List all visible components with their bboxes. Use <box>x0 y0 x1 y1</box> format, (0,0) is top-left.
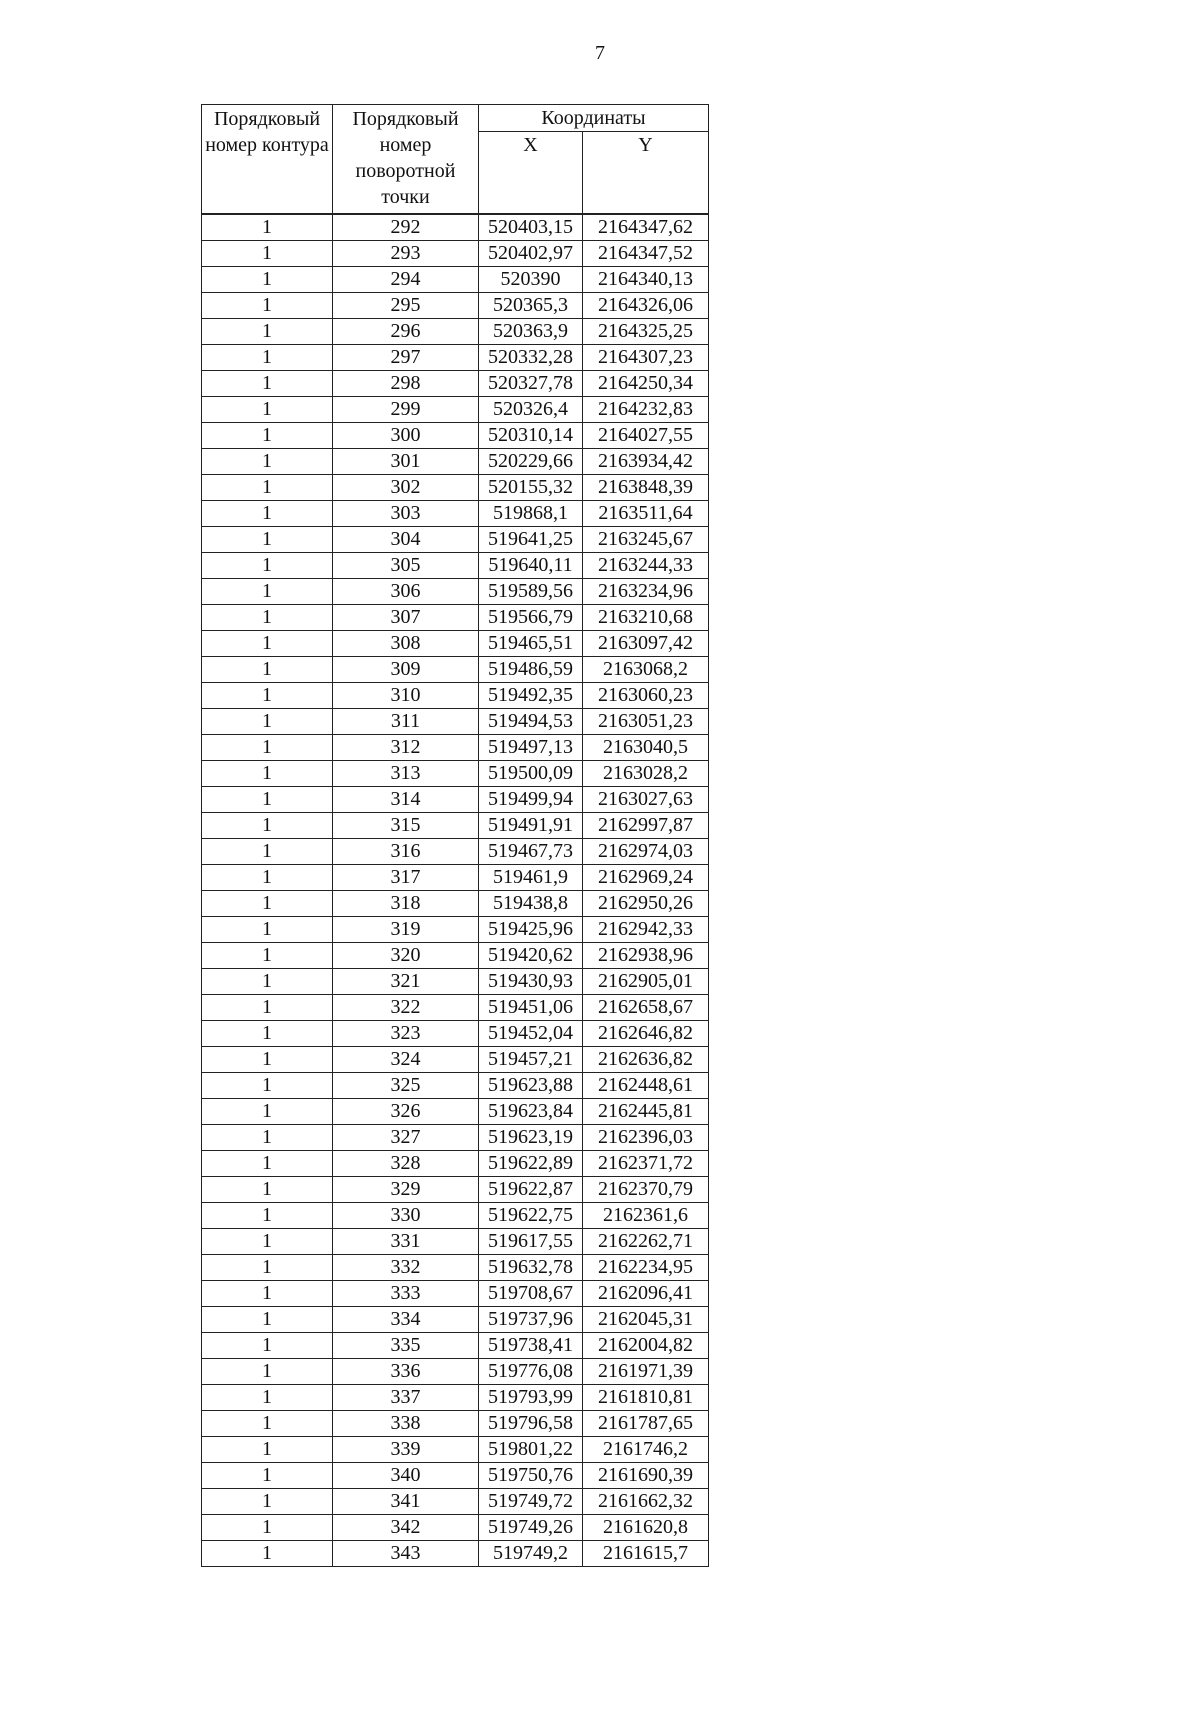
cell-y: 2164325,25 <box>583 319 709 345</box>
cell-point: 316 <box>333 839 479 865</box>
cell-contour: 1 <box>202 605 333 631</box>
table-body <box>202 214 709 1567</box>
cell-x: 520390 <box>479 267 583 293</box>
cell-contour: 1 <box>202 371 333 397</box>
cell-x: 519796,58 <box>479 1411 583 1437</box>
cell-x: 519430,93 <box>479 969 583 995</box>
cell-y: 2163040,5 <box>583 735 709 761</box>
table-row <box>202 1151 709 1177</box>
cell-x: 520310,14 <box>479 423 583 449</box>
cell-y: 2163060,23 <box>583 683 709 709</box>
cell-y: 2163934,42 <box>583 449 709 475</box>
table-row <box>202 839 709 865</box>
cell-y: 2161620,8 <box>583 1515 709 1541</box>
cell-point: 313 <box>333 761 479 787</box>
table-row <box>202 1073 709 1099</box>
table-row <box>202 995 709 1021</box>
cell-point: 300 <box>333 423 479 449</box>
cell-contour: 1 <box>202 1281 333 1307</box>
cell-y: 2164340,13 <box>583 267 709 293</box>
cell-x: 519589,56 <box>479 579 583 605</box>
table-header <box>202 105 709 215</box>
table-row <box>202 1463 709 1489</box>
cell-x: 519793,99 <box>479 1385 583 1411</box>
cell-x: 519566,79 <box>479 605 583 631</box>
cell-x: 519749,72 <box>479 1489 583 1515</box>
cell-contour: 1 <box>202 1385 333 1411</box>
cell-contour: 1 <box>202 787 333 813</box>
table-row <box>202 1021 709 1047</box>
cell-x: 520365,3 <box>479 293 583 319</box>
table-row <box>202 1333 709 1359</box>
cell-x: 519749,26 <box>479 1515 583 1541</box>
cell-contour: 1 <box>202 214 333 241</box>
table-row <box>202 813 709 839</box>
cell-x: 519622,89 <box>479 1151 583 1177</box>
table-row <box>202 1489 709 1515</box>
cell-y: 2161746,2 <box>583 1437 709 1463</box>
table-row <box>202 1541 709 1567</box>
cell-y: 2162969,24 <box>583 865 709 891</box>
cell-contour: 1 <box>202 631 333 657</box>
cell-x: 519467,73 <box>479 839 583 865</box>
header-y: Y <box>583 132 709 215</box>
cell-x: 519461,9 <box>479 865 583 891</box>
table-row <box>202 241 709 267</box>
cell-contour: 1 <box>202 397 333 423</box>
cell-y: 2162396,03 <box>583 1125 709 1151</box>
cell-y: 2163097,42 <box>583 631 709 657</box>
cell-y: 2162234,95 <box>583 1255 709 1281</box>
cell-x: 519801,22 <box>479 1437 583 1463</box>
table-row <box>202 1385 709 1411</box>
table-row <box>202 293 709 319</box>
cell-point: 304 <box>333 527 479 553</box>
cell-point: 299 <box>333 397 479 423</box>
cell-contour: 1 <box>202 1411 333 1437</box>
cell-x: 519623,84 <box>479 1099 583 1125</box>
table-row <box>202 1411 709 1437</box>
cell-contour: 1 <box>202 995 333 1021</box>
cell-point: 307 <box>333 605 479 631</box>
cell-point: 308 <box>333 631 479 657</box>
cell-point: 327 <box>333 1125 479 1151</box>
cell-contour: 1 <box>202 345 333 371</box>
cell-x: 520403,15 <box>479 214 583 241</box>
cell-y: 2163244,33 <box>583 553 709 579</box>
cell-point: 324 <box>333 1047 479 1073</box>
cell-x: 519420,62 <box>479 943 583 969</box>
header-point-number: Порядковый номер поворотной точки <box>333 105 479 215</box>
cell-point: 328 <box>333 1151 479 1177</box>
cell-point: 335 <box>333 1333 479 1359</box>
cell-contour: 1 <box>202 1125 333 1151</box>
cell-contour: 1 <box>202 683 333 709</box>
cell-y: 2162646,82 <box>583 1021 709 1047</box>
cell-y: 2161810,81 <box>583 1385 709 1411</box>
cell-x: 519497,13 <box>479 735 583 761</box>
cell-contour: 1 <box>202 917 333 943</box>
table-row <box>202 943 709 969</box>
table-row <box>202 1203 709 1229</box>
cell-y: 2164326,06 <box>583 293 709 319</box>
table-row <box>202 631 709 657</box>
cell-x: 519738,41 <box>479 1333 583 1359</box>
cell-point: 309 <box>333 657 479 683</box>
table-row <box>202 527 709 553</box>
cell-point: 318 <box>333 891 479 917</box>
cell-point: 315 <box>333 813 479 839</box>
cell-y: 2161615,7 <box>583 1541 709 1567</box>
table-row <box>202 761 709 787</box>
cell-contour: 1 <box>202 735 333 761</box>
cell-contour: 1 <box>202 1203 333 1229</box>
cell-point: 336 <box>333 1359 479 1385</box>
cell-x: 519617,55 <box>479 1229 583 1255</box>
cell-contour: 1 <box>202 1073 333 1099</box>
header-contour-number: Порядковый номер контура <box>202 105 333 215</box>
table-row <box>202 1177 709 1203</box>
cell-x: 519425,96 <box>479 917 583 943</box>
cell-contour: 1 <box>202 1151 333 1177</box>
cell-y: 2162445,81 <box>583 1099 709 1125</box>
cell-y: 2162942,33 <box>583 917 709 943</box>
cell-y: 2164027,55 <box>583 423 709 449</box>
cell-contour: 1 <box>202 1541 333 1567</box>
cell-x: 519749,2 <box>479 1541 583 1567</box>
cell-x: 519776,08 <box>479 1359 583 1385</box>
cell-y: 2162262,71 <box>583 1229 709 1255</box>
cell-x: 519708,67 <box>479 1281 583 1307</box>
cell-y: 2161662,32 <box>583 1489 709 1515</box>
cell-y: 2163245,67 <box>583 527 709 553</box>
cell-y: 2164347,62 <box>583 214 709 241</box>
table-row <box>202 449 709 475</box>
cell-x: 520327,78 <box>479 371 583 397</box>
cell-contour: 1 <box>202 1099 333 1125</box>
table-row <box>202 1255 709 1281</box>
cell-point: 334 <box>333 1307 479 1333</box>
cell-point: 297 <box>333 345 479 371</box>
cell-point: 337 <box>333 1385 479 1411</box>
cell-y: 2164250,34 <box>583 371 709 397</box>
cell-contour: 1 <box>202 969 333 995</box>
cell-x: 519623,88 <box>479 1073 583 1099</box>
table-row <box>202 1229 709 1255</box>
cell-y: 2162045,31 <box>583 1307 709 1333</box>
cell-x: 519499,94 <box>479 787 583 813</box>
cell-x: 520363,9 <box>479 319 583 345</box>
cell-contour: 1 <box>202 1047 333 1073</box>
cell-contour: 1 <box>202 1489 333 1515</box>
cell-contour: 1 <box>202 1333 333 1359</box>
cell-contour: 1 <box>202 423 333 449</box>
cell-point: 343 <box>333 1541 479 1567</box>
cell-contour: 1 <box>202 267 333 293</box>
cell-contour: 1 <box>202 657 333 683</box>
cell-y: 2163051,23 <box>583 709 709 735</box>
cell-y: 2161787,65 <box>583 1411 709 1437</box>
cell-contour: 1 <box>202 709 333 735</box>
cell-x: 519750,76 <box>479 1463 583 1489</box>
cell-point: 319 <box>333 917 479 943</box>
cell-contour: 1 <box>202 1255 333 1281</box>
table-row <box>202 475 709 501</box>
cell-point: 296 <box>333 319 479 345</box>
cell-contour: 1 <box>202 1307 333 1333</box>
cell-y: 2162950,26 <box>583 891 709 917</box>
cell-y: 2162938,96 <box>583 943 709 969</box>
cell-contour: 1 <box>202 839 333 865</box>
cell-contour: 1 <box>202 293 333 319</box>
cell-contour: 1 <box>202 319 333 345</box>
cell-point: 312 <box>333 735 479 761</box>
cell-contour: 1 <box>202 449 333 475</box>
table-row <box>202 1437 709 1463</box>
cell-contour: 1 <box>202 865 333 891</box>
cell-point: 302 <box>333 475 479 501</box>
cell-y: 2163028,2 <box>583 761 709 787</box>
table-row <box>202 709 709 735</box>
cell-y: 2162636,82 <box>583 1047 709 1073</box>
cell-contour: 1 <box>202 891 333 917</box>
header-x: X <box>479 132 583 215</box>
cell-y: 2163068,2 <box>583 657 709 683</box>
table-row <box>202 735 709 761</box>
cell-x: 519641,25 <box>479 527 583 553</box>
cell-contour: 1 <box>202 527 333 553</box>
cell-point: 340 <box>333 1463 479 1489</box>
cell-x: 519492,35 <box>479 683 583 709</box>
cell-contour: 1 <box>202 1359 333 1385</box>
cell-y: 2162004,82 <box>583 1333 709 1359</box>
cell-y: 2163027,63 <box>583 787 709 813</box>
table-row <box>202 1359 709 1385</box>
cell-contour: 1 <box>202 1177 333 1203</box>
table-row <box>202 267 709 293</box>
cell-point: 342 <box>333 1515 479 1541</box>
cell-contour: 1 <box>202 1463 333 1489</box>
header-coordinates: Координаты <box>479 105 709 132</box>
cell-point: 329 <box>333 1177 479 1203</box>
cell-point: 333 <box>333 1281 479 1307</box>
cell-contour: 1 <box>202 1229 333 1255</box>
table-row <box>202 1281 709 1307</box>
cell-x: 519451,06 <box>479 995 583 1021</box>
cell-y: 2162371,72 <box>583 1151 709 1177</box>
cell-point: 305 <box>333 553 479 579</box>
cell-x: 519438,8 <box>479 891 583 917</box>
table-row <box>202 787 709 813</box>
table-row <box>202 579 709 605</box>
table-row <box>202 1047 709 1073</box>
cell-point: 323 <box>333 1021 479 1047</box>
table-row <box>202 501 709 527</box>
table-row <box>202 917 709 943</box>
cell-y: 2162658,67 <box>583 995 709 1021</box>
page-number: 7 <box>595 42 605 64</box>
cell-y: 2163234,96 <box>583 579 709 605</box>
cell-point: 317 <box>333 865 479 891</box>
table-row <box>202 969 709 995</box>
cell-x: 519491,91 <box>479 813 583 839</box>
cell-y: 2163511,64 <box>583 501 709 527</box>
cell-point: 311 <box>333 709 479 735</box>
table-row <box>202 605 709 631</box>
cell-contour: 1 <box>202 761 333 787</box>
cell-x: 519500,09 <box>479 761 583 787</box>
cell-y: 2162974,03 <box>583 839 709 865</box>
cell-x: 519622,87 <box>479 1177 583 1203</box>
cell-point: 294 <box>333 267 479 293</box>
coordinates-table <box>201 104 709 1567</box>
cell-point: 292 <box>333 214 479 241</box>
table-row <box>202 891 709 917</box>
cell-contour: 1 <box>202 475 333 501</box>
table-row <box>202 1307 709 1333</box>
cell-y: 2162448,61 <box>583 1073 709 1099</box>
cell-y: 2163848,39 <box>583 475 709 501</box>
cell-x: 519868,1 <box>479 501 583 527</box>
cell-x: 519465,51 <box>479 631 583 657</box>
cell-y: 2162370,79 <box>583 1177 709 1203</box>
table-row <box>202 423 709 449</box>
cell-y: 2161971,39 <box>583 1359 709 1385</box>
cell-y: 2162361,6 <box>583 1203 709 1229</box>
cell-x: 520332,28 <box>479 345 583 371</box>
table-row <box>202 319 709 345</box>
cell-x: 519494,53 <box>479 709 583 735</box>
cell-contour: 1 <box>202 813 333 839</box>
cell-point: 338 <box>333 1411 479 1437</box>
cell-point: 314 <box>333 787 479 813</box>
cell-x: 519457,21 <box>479 1047 583 1073</box>
cell-x: 519632,78 <box>479 1255 583 1281</box>
table-row <box>202 397 709 423</box>
cell-y: 2161690,39 <box>583 1463 709 1489</box>
cell-x: 519737,96 <box>479 1307 583 1333</box>
cell-contour: 1 <box>202 579 333 605</box>
cell-contour: 1 <box>202 241 333 267</box>
cell-point: 325 <box>333 1073 479 1099</box>
table-row <box>202 1125 709 1151</box>
cell-point: 293 <box>333 241 479 267</box>
cell-point: 331 <box>333 1229 479 1255</box>
cell-point: 298 <box>333 371 479 397</box>
cell-x: 520229,66 <box>479 449 583 475</box>
cell-point: 332 <box>333 1255 479 1281</box>
table-row <box>202 553 709 579</box>
cell-contour: 1 <box>202 1437 333 1463</box>
table-row <box>202 1515 709 1541</box>
cell-x: 520155,32 <box>479 475 583 501</box>
cell-point: 295 <box>333 293 479 319</box>
cell-contour: 1 <box>202 1515 333 1541</box>
cell-point: 320 <box>333 943 479 969</box>
cell-y: 2164232,83 <box>583 397 709 423</box>
cell-point: 301 <box>333 449 479 475</box>
cell-x: 519486,59 <box>479 657 583 683</box>
cell-contour: 1 <box>202 943 333 969</box>
cell-x: 519452,04 <box>479 1021 583 1047</box>
cell-point: 310 <box>333 683 479 709</box>
table-row <box>202 371 709 397</box>
cell-y: 2163210,68 <box>583 605 709 631</box>
cell-x: 520326,4 <box>479 397 583 423</box>
cell-y: 2164307,23 <box>583 345 709 371</box>
cell-point: 330 <box>333 1203 479 1229</box>
table-row <box>202 214 709 241</box>
cell-point: 341 <box>333 1489 479 1515</box>
cell-x: 519623,19 <box>479 1125 583 1151</box>
cell-y: 2162905,01 <box>583 969 709 995</box>
table-row <box>202 1099 709 1125</box>
cell-point: 322 <box>333 995 479 1021</box>
cell-x: 519640,11 <box>479 553 583 579</box>
cell-contour: 1 <box>202 553 333 579</box>
cell-contour: 1 <box>202 1021 333 1047</box>
table-row <box>202 865 709 891</box>
cell-y: 2162096,41 <box>583 1281 709 1307</box>
cell-contour: 1 <box>202 501 333 527</box>
cell-x: 520402,97 <box>479 241 583 267</box>
table-row <box>202 345 709 371</box>
cell-point: 339 <box>333 1437 479 1463</box>
cell-point: 321 <box>333 969 479 995</box>
cell-point: 303 <box>333 501 479 527</box>
cell-point: 306 <box>333 579 479 605</box>
cell-point: 326 <box>333 1099 479 1125</box>
cell-x: 519622,75 <box>479 1203 583 1229</box>
cell-y: 2162997,87 <box>583 813 709 839</box>
table-row <box>202 683 709 709</box>
table-row <box>202 657 709 683</box>
cell-y: 2164347,52 <box>583 241 709 267</box>
